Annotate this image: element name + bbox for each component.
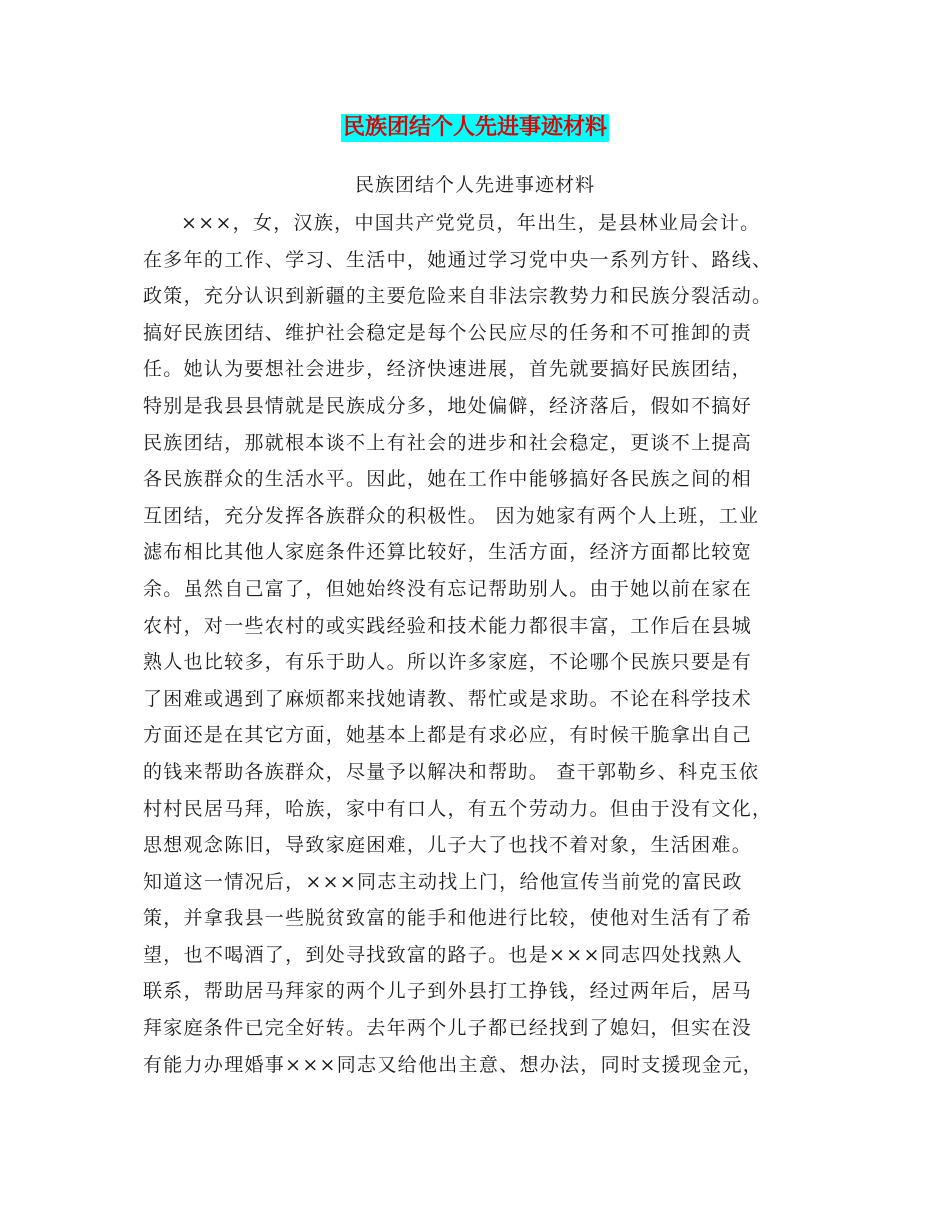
body-text-line: 策，并拿我县一些脱贫致富的能手和他进行比较，使他对生活有了希 [143, 907, 753, 930]
body-text-line: 知道这一情况后，×××同志主动找上门，给他宣传当前党的富民政 [143, 870, 743, 893]
document-body [143, 205, 823, 1083]
body-text-line: 政策，充分认识到新疆的主要危险来自非法宗教势力和民族分裂活动。 [143, 285, 773, 308]
document-title [0, 114, 950, 142]
body-text-line: 各民族群众的生活水平。因此，她在工作中能够搞好各民族之间的相 [143, 468, 753, 491]
body-text-line: 在多年的工作、学习、生活中，她通过学习党中央一系列方针、路线、 [143, 248, 773, 271]
body-text-line: 了困难或遇到了麻烦都来找她请教、帮忙或是求助。不论在科学技术 [143, 687, 753, 710]
body-text-line: 联系，帮助居马拜家的两个儿子到外县打工挣钱，经过两年后，居马 [143, 980, 753, 1003]
document-title-text: 民族团结个人先进事迹材料 [342, 115, 607, 140]
body-text-line: 余。虽然自己富了，但她始终没有忘记帮助别人。由于她以前在家在 [143, 577, 753, 600]
body-text-line: 有能力办理婚事×××同志又给他出主意、想办法，同时支援现金元， [143, 1053, 764, 1076]
body-text-line: 的钱来帮助各族群众，尽量予以解决和帮助。 查干郭勒乡、科克玉依 [143, 760, 760, 783]
body-text-line: 滤布相比其他人家庭条件还算比较好，生活方面，经济方面都比较宽 [143, 541, 753, 564]
document-subtitle: 民族团结个人先进事迹材料 [354, 174, 595, 196]
body-text-line: 思想观念陈旧，导致家庭困难，儿子大了也找不着对象，生活困难。 [143, 834, 753, 857]
body-text-line: ×××，女，汉族，中国共产党党员，年出生，是县林业局会计。 [181, 212, 761, 234]
body-text-line: 搞好民族团结、维护社会稳定是每个公民应尽的任务和不可推卸的责 [143, 321, 753, 344]
body-text-line: 熟人也比较多，有乐于助人。所以许多家庭，不论哪个民族只要是有 [143, 651, 753, 674]
body-text-line: 农村，对一些农村的或实践经验和技术能力都很丰富，工作后在县城 [143, 614, 753, 637]
body-text-line: 民族团结，那就根本谈不上有社会的进步和社会稳定，更谈不上提高 [143, 431, 753, 454]
body-text-line: 特别是我县县情就是民族成分多，地处偏僻，经济落后，假如不搞好 [143, 394, 753, 417]
body-text-line: 任。她认为要想社会进步，经济快速进展，首先就要搞好民族团结， [143, 358, 753, 381]
body-text-line: 方面还是在其它方面，她基本上都是有求必应，有时候干脆拿出自己 [143, 724, 753, 747]
body-text-line: 拜家庭条件已完全好转。去年两个儿子都已经找到了媳妇，但实在没 [143, 1017, 753, 1040]
body-text-line: 望，也不喝酒了，到处寻找致富的路子。也是×××同志四处找熟人 [143, 943, 743, 966]
body-text-line: 互团结，充分发挥各族群众的积极性。 因为她家有两个人上班，工业 [143, 504, 760, 527]
body-text-line: 村村民居马拜，哈族，家中有口人，有五个劳动力。但由于没有文化， [143, 797, 773, 820]
